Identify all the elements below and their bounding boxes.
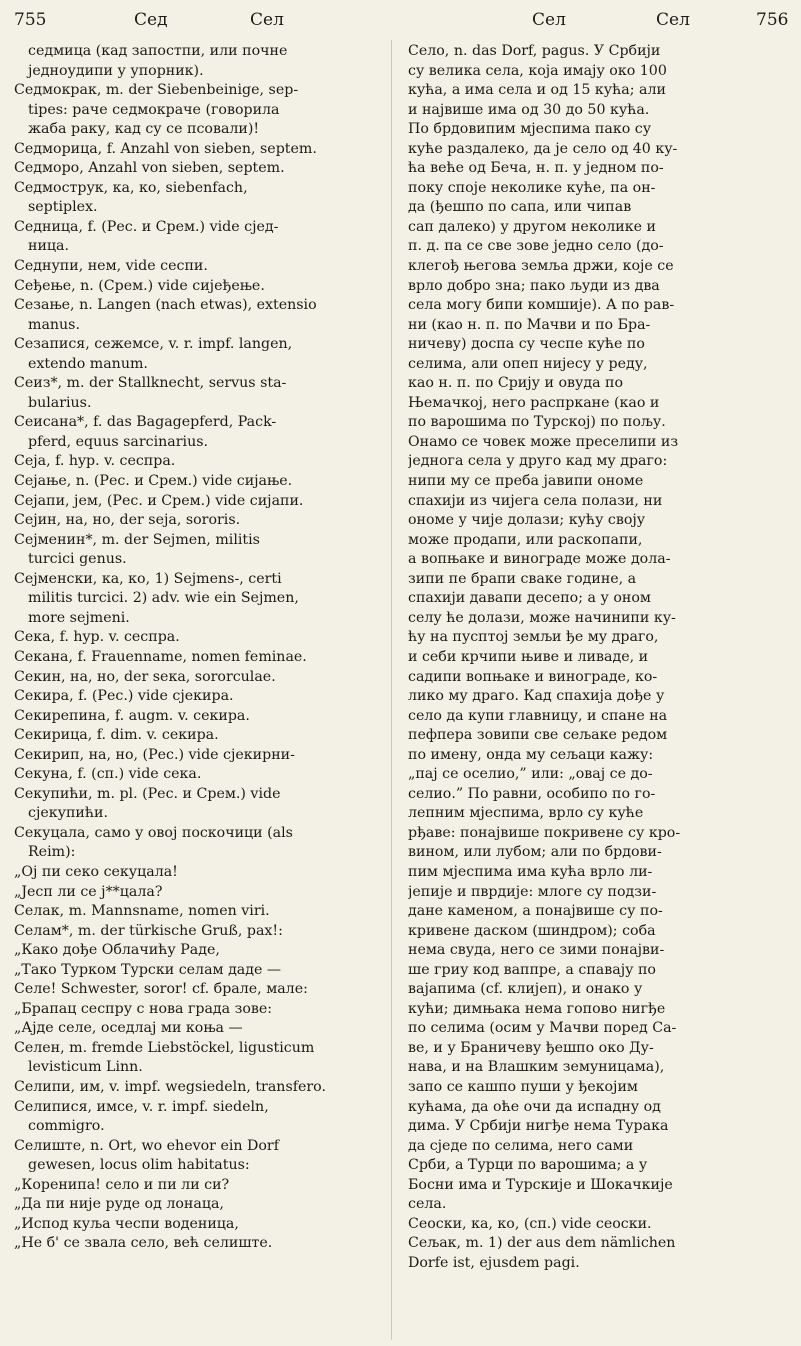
text-line: „Тако Турком Турски селам даде — (14, 961, 282, 978)
text-line: може продапи, или раскопапи, (408, 531, 643, 548)
text-line: Секана, f. Frauenname, nomen feminae. (14, 648, 307, 665)
text-line: „Ој пи секо секуцала! (14, 863, 178, 880)
right-guide-word-last: Сел (656, 10, 690, 30)
text-line: жаба раку, кад су се псовали)! (28, 121, 260, 138)
right-column (408, 42, 788, 1273)
left-column (14, 42, 376, 1254)
text-line: Секупићи, m. pl. (Рес. и Срем.) vide (14, 785, 281, 802)
text-line: садипи вопњаке и винограде, ко- (408, 668, 658, 685)
text-line: једноудипи у упорник). (28, 62, 204, 79)
text-line: кућа, а има села и од 15 кућа; али (408, 82, 666, 99)
text-line: pferd, equus sarcinarius. (28, 433, 209, 450)
text-line: Срби, а Турци по варошима; а у (408, 1157, 648, 1174)
text-line: седмица (кад запостпи, или почне (28, 43, 288, 59)
right-page-number: 756 (756, 10, 789, 30)
text-line: дима. У Србији нигђе нема Турака (408, 1118, 669, 1135)
text-line: Секин, на, но, der seка, sororculae. (14, 668, 276, 685)
text-line: Dorfe ist, ejusdem pagi. (408, 1254, 580, 1271)
text-line: „Ајде селе, оседлај ми коња — (14, 1020, 243, 1037)
text-line: а вопњаке и винограде може дола- (408, 551, 671, 568)
text-line: Сејменин*, m. der Sejmen, militis (14, 531, 260, 548)
text-line: Секирепина, f. augm. v. секира. (14, 707, 250, 724)
text-line: рђаве: понајвише покривене су кро- (408, 824, 681, 841)
text-line: по селима (осим у Мачви поред Са- (408, 1020, 677, 1037)
text-line: „Како дође Облачићу Раде, (14, 942, 220, 959)
text-line: нема свуда, него се зими понајви- (408, 942, 665, 959)
text-line: gewesen, locus olim habitatus: (28, 1157, 250, 1174)
text-line: Сезање, n. Langen (nach etwas), extensio (14, 297, 317, 314)
text-line: Reim): (28, 844, 76, 861)
text-line: Сеиз*, m. der Stallknecht, servus sta- (14, 375, 287, 392)
text-line: кривене даском (шиндром); соба (408, 922, 656, 939)
text-line: вајапима (cf. клијеп), и онако у (408, 981, 643, 998)
text-line: ћа веће од Беча, н. п. у једном по- (408, 160, 664, 177)
text-line: јепије и пврдије: млоге су подзи- (408, 883, 657, 900)
text-line: да сједе по селима, него сами (408, 1137, 634, 1154)
text-line: Сељак, m. 1) der aus dem nämlichen (408, 1235, 676, 1252)
text-line: tipes: раче седмокраче (говорила (28, 101, 280, 118)
right-guide-word-first: Сел (532, 10, 566, 30)
text-line: лико му драго. Кад спахија дође у (408, 688, 665, 705)
text-line: лепним мјеспима, врло су куће (408, 805, 644, 822)
text-line: пим мјеспима има кућа врло ли- (408, 863, 653, 880)
text-line: Њемачкој, него распркане (као и (408, 394, 660, 411)
text-line: поку споје неколике куће, па он- (408, 179, 656, 196)
text-line: Селе! Schwester, soror! cf. брале, мале: (14, 981, 308, 998)
column-divider (391, 40, 392, 1340)
text-line: turcici genus. (28, 551, 127, 568)
text-line: ве, и у Браничеву ђешпо око Ду- (408, 1039, 654, 1056)
text-line: manus. (28, 316, 80, 333)
text-line: commigro. (28, 1118, 105, 1135)
text-line: Сејин, на, но, der seja, sororis. (14, 512, 241, 529)
text-line: Сејменски, ка, ко, 1) Sejmens-, certi (14, 570, 282, 587)
text-line: Онамо се човек може преселипи из (408, 433, 679, 450)
text-line: кући; димњака нема гопово нигђе (408, 1000, 666, 1017)
text-line: levisticum Linn. (28, 1059, 143, 1076)
text-line: ћу на пусптој земљи ђе му драго, (408, 629, 659, 646)
text-line: и највише има од 30 до 50 кућа. (408, 101, 650, 118)
text-line: по имену, онда му сељаци кажу: (408, 746, 654, 763)
text-line: Сеисана*, f. das Bagagepferd, Pack- (14, 414, 277, 431)
text-line: сјекупићи. (28, 805, 108, 822)
text-line: запо се кашпо пуши у ђекојим (408, 1078, 638, 1095)
text-line: нава, и на Влашким земуницама), (408, 1059, 665, 1076)
text-line: Секирица, f. dim. v. секира. (14, 727, 219, 744)
text-line: дане каменом, а понајвише су по- (408, 903, 663, 920)
left-guide-word-first: Сед (134, 10, 168, 30)
text-line: Секирип, на, но, (Рес.) vide сјекирни- (14, 746, 295, 763)
text-line: Седнупи, нем, vide сеспи. (14, 258, 208, 275)
text-line: „Јесп ли се ј**цала? (14, 883, 163, 900)
text-line: ни (као н. п. по Мачви и по Бра- (408, 316, 651, 333)
text-line: Селен, m. fremde Liebstöckel, ligusticum (14, 1039, 315, 1056)
text-line: ничеву) доспа су чеспе куће по (408, 336, 645, 353)
left-page-number: 755 (14, 10, 47, 30)
text-line: Селиште, n. Ort, wo ehevor ein Dorf (14, 1137, 279, 1154)
text-line: селима, али опеп нијесу у реду, (408, 355, 648, 372)
text-line: militis turcici. 2) adv. wie ein Sejmen, (28, 590, 299, 607)
text-line: села. (408, 1196, 447, 1213)
text-line: Селипися, имсе, v. r. impf. siedeln, (14, 1098, 269, 1115)
text-line: по варошима по Турској) по пољу. (408, 414, 666, 431)
text-line: Босни има и Турскије и Шокачкије (408, 1176, 673, 1193)
text-line: Сејање, n. (Рес. и Срем.) vide сијање. (14, 473, 293, 490)
text-line: Село, n. das Dorf, pagus. У Србији (408, 43, 661, 59)
text-line: села могу бипи комшије). А по рав- (408, 297, 675, 314)
text-line: Седморо, Anzahl von sieben, septem. (14, 160, 285, 177)
text-line: Селам*, m. der türkische Gruß, pax!: (14, 922, 283, 939)
text-line: Сеја, f. hyp. v. сеспра. (14, 453, 176, 470)
text-line: као н. п. по Срију и овуда по (408, 375, 624, 392)
text-line: Сеоски, ка, ко, (сп.) vide сеоски. (408, 1215, 652, 1232)
text-line: „Не б' се звала село, већ селиште. (14, 1235, 273, 1252)
text-line: једнога села у друго кад му драго: (408, 453, 668, 470)
text-line: ница. (28, 238, 70, 255)
text-line: Седморица, f. Anzahl von sieben, septem. (14, 140, 317, 157)
text-line: нипи му се преба јавипи ономе (408, 473, 644, 490)
text-line: Сека, f. hyp. v. сеспра. (14, 629, 180, 646)
text-line: bularius. (28, 394, 92, 411)
text-line: Седмокрак, m. der Siebenbeinige, sep- (14, 82, 299, 99)
text-line: кућама, да оће очи да испадну од (408, 1098, 661, 1115)
text-line: селу ће долази, може начинипи ку- (408, 609, 676, 626)
text-line: пефпера зовипи све сељаке редом (408, 727, 668, 744)
text-line: ономе у чије долази; кућу своју (408, 512, 646, 529)
text-line: more sejmeni. (28, 609, 130, 626)
text-line: селио.” По равни, особипо по го- (408, 785, 656, 802)
left-guide-word-last: Сел (250, 10, 284, 30)
text-line: Седмострук, ка, ко, siebenfach, (14, 179, 248, 196)
text-line: спахији из чијега села полази, ни (408, 492, 663, 509)
text-line: сап далеко) у другом неколике и (408, 218, 656, 235)
text-line: Селипи, им, v. impf. wegsiedeln, transfero. (14, 1078, 326, 1095)
text-line: Сезапися, сежемсе, v. r. impf. langen, (14, 336, 293, 353)
text-line: Сеђење, n. (Срем.) vide сијеђење. (14, 277, 265, 294)
text-line: „Коренипа! село и пи ли си? (14, 1176, 230, 1193)
text-line: Сејапи, јем, (Рес. и Срем.) vide сијапи. (14, 492, 304, 509)
text-line: вином, или лубом; али по брдови- (408, 844, 662, 861)
text-line: село да купи главницу, и спане на (408, 707, 668, 724)
text-line: extendo manum. (28, 355, 148, 372)
text-line: клегођ његова земља држи, које се (408, 258, 674, 275)
text-line: septiplex. (28, 199, 98, 216)
text-line: Секира, f. (Рес.) vide сјекира. (14, 688, 234, 705)
text-line: да (ђешпо по сапа, или чипав (408, 199, 632, 216)
text-line: и себи крчипи њиве и ливаде, и (408, 648, 649, 665)
text-line: су велика села, која имају око 100 (408, 62, 667, 79)
text-line: „пај се оселио,” или: „овај се до- (408, 766, 653, 783)
text-line: врло добро зна; пако људи из два (408, 277, 660, 294)
text-line: п. д. па се све зове једно село (до- (408, 238, 664, 255)
text-line: По брдовипим мјеспима пако су (408, 121, 652, 138)
text-line: спахији давапи десепо; а у оном (408, 590, 651, 607)
text-line: „Брапац сеспру с нова града зове: (14, 1000, 273, 1017)
text-line: „Да пи није руде од лонаца, (14, 1196, 224, 1213)
text-line: „Испод куља чеспи воденица, (14, 1215, 239, 1232)
text-line: Секуцала, само у овој поскочици (als (14, 824, 293, 841)
text-line: зипи пе брапи сваке године, а (408, 570, 637, 587)
text-line: Секуна, f. (сп.) vide сека. (14, 766, 202, 783)
text-line: Селак, m. Mannsname, nomen viri. (14, 903, 270, 920)
text-line: ше гриу код ваппре, а спавају по (408, 961, 656, 978)
text-line: Седница, f. (Рес. и Срем.) vide сјед- (14, 218, 279, 235)
text-line: куће раздалеко, да је село од 40 ку- (408, 140, 678, 157)
